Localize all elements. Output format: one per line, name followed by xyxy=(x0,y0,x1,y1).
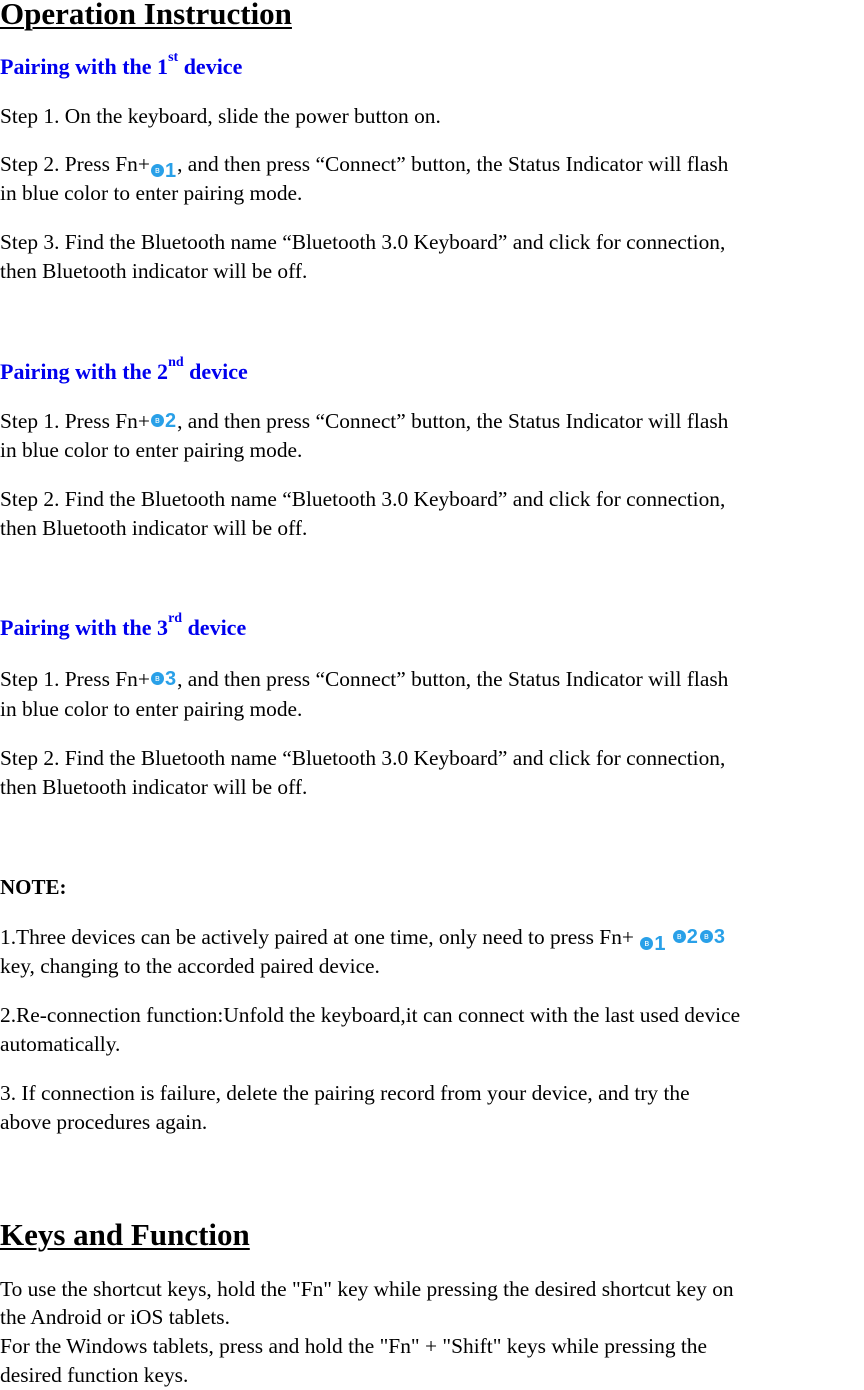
keys-function-title: Keys and Function xyxy=(0,1217,250,1252)
keys-text: the Android or iOS tablets. xyxy=(0,1305,230,1329)
note-item: automatically. xyxy=(0,1032,121,1056)
step-text: Step 1. Press Fn+ ʙ 2 , and then press “Connect” button, the Status Indicator will flash xyxy=(0,409,729,433)
bluetooth-channel-2-icon: ʙ 2 xyxy=(673,927,698,947)
step-text: in blue color to enter pairing mode. xyxy=(0,697,303,721)
bluetooth-channel-1-icon: ʙ 1 xyxy=(640,934,665,954)
keys-text: desired function keys. xyxy=(0,1363,189,1387)
step-text: Step 2. Find the Bluetooth name “Bluetooth 3.0 Keyboard” and click for connection, xyxy=(0,746,726,770)
step-text: Step 2. Press Fn+ ʙ 1 , and then press “Connect” button, the Status Indicator will flash xyxy=(0,152,729,182)
note-item: 3. If connection is failure, delete the pairing record from your device, and try the xyxy=(0,1081,690,1105)
keys-text: For the Windows tablets, press and hold the "Fn" + "Shift" keys while pressing the xyxy=(0,1334,707,1358)
step-text: in blue color to enter pairing mode. xyxy=(0,438,303,462)
step-text: Step 2. Find the Bluetooth name “Bluetooth 3.0 Keyboard” and click for connection, xyxy=(0,487,726,511)
note-item: 2.Re-connection function:Unfold the keyboard,it can connect with the last used device xyxy=(0,1003,741,1027)
bluetooth-channel-2-icon: ʙ 2 xyxy=(151,411,176,431)
note-item: key, changing to the accorded paired device. xyxy=(0,954,380,978)
bluetooth-channel-3-icon: ʙ 3 xyxy=(700,927,725,947)
note-heading: NOTE: xyxy=(0,875,67,899)
step-text: then Bluetooth indicator will be off. xyxy=(0,775,308,799)
keys-text: To use the shortcut keys, hold the "Fn" key while pressing the desired shortcut key on xyxy=(0,1277,734,1301)
step-text: Step 1. On the keyboard, slide the power button on. xyxy=(0,104,441,128)
note-item: 1.Three devices can be actively paired at one time, only need to press Fn+ ʙ 1 ʙ 2 ʙ 3 xyxy=(0,925,726,955)
step-text: Step 3. Find the Bluetooth name “Bluetooth 3.0 Keyboard” and click for connection, xyxy=(0,230,726,254)
step-text: Step 1. Press Fn+ ʙ 3 , and then press “Connect” button, the Status Indicator will flash xyxy=(0,667,729,691)
note-item: above procedures again. xyxy=(0,1110,208,1134)
step-text: then Bluetooth indicator will be off. xyxy=(0,259,308,283)
page-title: Operation Instruction xyxy=(0,0,292,31)
bluetooth-channel-3-icon: ʙ 3 xyxy=(151,669,176,689)
section-heading-device-3: Pairing with the 3rd device xyxy=(0,611,247,640)
bluetooth-channel-1-icon: ʙ 1 xyxy=(151,161,176,181)
step-text: in blue color to enter pairing mode. xyxy=(0,181,303,205)
step-text: then Bluetooth indicator will be off. xyxy=(0,516,308,540)
section-heading-device-2: Pairing with the 2nd device xyxy=(0,355,248,384)
section-heading-device-1: Pairing with the 1st device xyxy=(0,50,243,79)
